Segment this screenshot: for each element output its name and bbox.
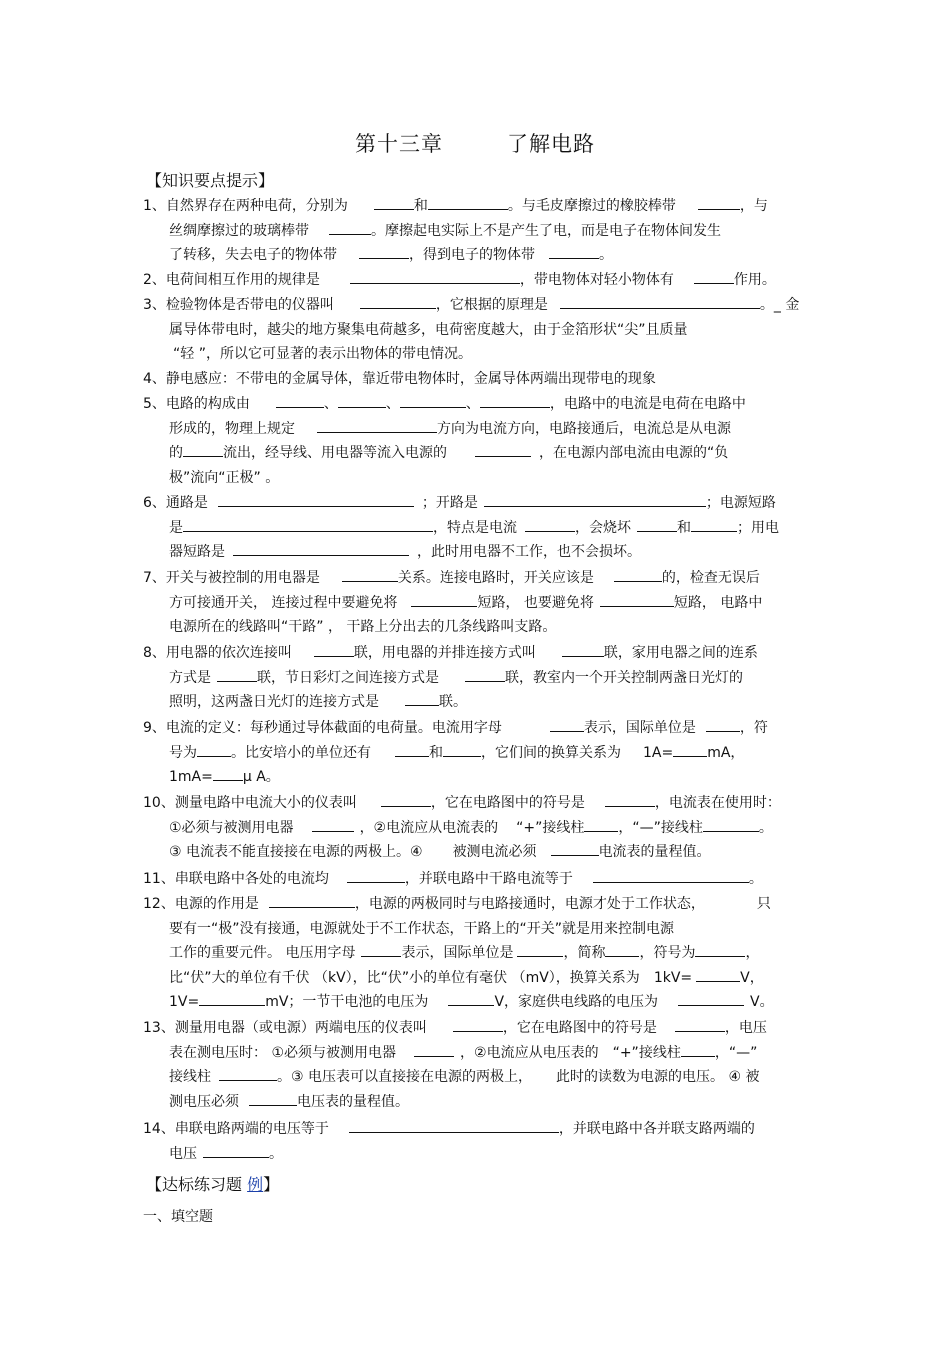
question-line [143,741,811,766]
question-11 [143,867,811,892]
answer-blank[interactable] [381,791,431,807]
answer-blank[interactable] [347,867,405,883]
question-text: 。 [269,1145,283,1162]
question-text: 13、测量用电器（或电源）两端电压的仪表叫 [143,1020,427,1036]
question-text: 14、串联电路两端的电压等于 [143,1121,329,1137]
answer-blank[interactable] [549,243,599,259]
answer-blank[interactable] [249,1090,297,1106]
answer-blank[interactable] [605,941,639,957]
answer-blank[interactable] [395,741,429,757]
question-text: 、 [385,396,400,412]
question-text: ；用电 [737,519,779,536]
question-text: “+”接线柱 [612,1044,681,1061]
question-line [143,441,811,466]
question-line [143,591,811,616]
question-text: 联，家用电器之间的连系 [603,645,758,661]
question-text: 被测电流必须 [452,844,537,860]
question-text: 9、电流的定义：每秒通过导体截面的电荷量。电流用字母 [143,720,502,736]
question-line [143,566,811,591]
answer-blank[interactable] [614,566,662,582]
question-text: 1、自然界存在两种电荷，分别为 [143,198,348,214]
question-text: ，电路中的电流是电荷在电路中 [549,396,746,412]
question-line [143,268,811,293]
answer-blank[interactable] [338,392,386,408]
question-text: ，它根据的原理是 [435,297,548,313]
question-line [143,765,811,790]
question-line: 电源所在的线路叫“干路” ， 干路上分出去的几条线路叫支路。 [169,619,557,635]
answer-blank[interactable] [484,491,706,507]
question-13 [143,1016,811,1114]
question-text: 联，教室内一个开关控制两盏日光灯的 [505,669,743,686]
question-text: ，此时用电器不工作，也不会损坏。 [417,544,641,560]
knowledge-header: 【知识要点提示】 [146,171,275,190]
question-text: 方向为电流方向，电路接通后，电流总是从电源 [437,420,731,437]
question-text: 是 [169,519,183,536]
answer-blank[interactable] [480,392,550,408]
question-text: 的 [169,445,183,461]
answer-blank[interactable] [675,1016,725,1032]
answer-blank[interactable] [400,392,466,408]
question-line [143,990,811,1015]
answer-blank[interactable] [329,219,371,235]
question-line [143,816,811,841]
question-9 [143,716,811,790]
question-text: 。 [758,819,773,836]
question-text: 1V= [169,994,200,1010]
question-text: ，并联电路中各并联支路两端的 [558,1121,755,1137]
question-text: 电压 [169,1145,197,1162]
answer-blank[interactable] [269,892,355,908]
answer-blank[interactable] [703,816,759,832]
question-line [143,540,811,565]
answer-blank[interactable] [605,791,655,807]
chapter-number: 第十三章 [355,132,443,156]
answer-blank[interactable] [637,516,677,532]
question-text: 、 [465,396,480,412]
question-text: mA， [707,744,745,761]
answer-blank[interactable] [681,1041,715,1057]
question-1 [143,194,811,268]
question-text: 丝绸摩擦过的玻璃棒带 [169,222,309,239]
answer-blank[interactable] [233,540,409,556]
answer-blank[interactable] [360,293,436,309]
answer-blank[interactable] [525,516,575,532]
answer-blank[interactable] [517,941,563,957]
question-12 [143,892,811,1015]
answer-blank[interactable] [562,641,604,657]
question-text: 流出，经导线、用电器等流入电源的 [223,445,447,461]
question-text: V， [740,969,764,986]
question-line [143,417,811,442]
question-5 [143,392,811,490]
answer-blank[interactable] [691,516,737,532]
question-text: 3、检验物体是否带电的仪器叫 [143,297,334,313]
question-text: ①必须与被测用电器 [169,819,294,836]
answer-blank[interactable] [443,741,481,757]
answer-blank[interactable] [475,441,531,457]
question-text: 只 [756,896,771,912]
question-line [143,516,811,541]
question-text: 短路， 也要避免将 [477,594,594,611]
answer-blank[interactable] [405,690,439,706]
question-line [143,243,811,268]
question-text: 联。 [439,694,467,710]
answer-blank[interactable] [673,741,707,757]
answer-blank[interactable] [694,268,734,284]
question-text: 形成的，物理上规定 [169,420,295,437]
question-text: 联，节日彩灯之间连接方式是 [257,669,439,686]
question-line [143,1142,811,1167]
question-line [143,867,811,892]
question-text: V。 [750,994,774,1010]
question-line [143,716,811,741]
question-text: 、 [323,396,338,412]
question-line [143,392,811,417]
question-text: 。比安培小的单位还有 [231,744,371,761]
question-text: 了转移，失去电子的物体带 [169,247,337,263]
question-text: ，电压 [724,1020,767,1036]
answer-blank[interactable] [465,666,505,682]
question-text: ，②电流应从电压表的 [460,1044,599,1061]
question-text: 的，检查无误后 [661,570,760,586]
answer-blank[interactable] [411,591,477,607]
question-line [143,1016,811,1041]
question-line [143,690,811,715]
answer-blank[interactable] [314,641,354,657]
question-text: 10、测量电路中电流大小的仪表叫 [143,795,357,811]
question-line [143,641,811,666]
question-line: 属导体带电时，越尖的地方聚集电荷越多，电荷密度越大，由于金箔形状“尖”且质量 [169,321,688,338]
question-text: 方式是 [169,669,211,686]
chapter-title [0,128,950,158]
question-text: mV；一节干电池的电压为 [265,994,429,1010]
question-text: ，符号为 [639,945,696,961]
question-text: 关系。连接电路时，开关应该是 [397,570,594,586]
question-line: 极”流向“正极” 。 [169,469,280,486]
question-line [143,840,811,865]
question-text: ，“—” [714,1044,758,1061]
question-text: 和 [677,519,691,536]
question-text: 电流表的量程值。 [598,844,711,860]
question-text: 8、用电器的依次连接叫 [143,645,292,661]
answer-blank[interactable] [428,194,508,210]
question-text: 11、串联电路中各处的电流均 [143,871,329,887]
answer-blank[interactable] [706,716,740,732]
question-14 [143,1117,811,1166]
question-text: 表示，国际单位是 [583,720,696,736]
answer-blank[interactable] [550,716,584,732]
answer-blank[interactable] [349,1117,559,1133]
answer-blank[interactable] [197,741,231,757]
answer-blank[interactable] [414,1041,454,1057]
answer-blank[interactable] [698,194,740,210]
question-text: ，会烧坏 [575,519,631,536]
question-text: ，它们间的换算关系为 [481,744,621,761]
answer-blank[interactable] [600,591,674,607]
answer-blank[interactable] [359,243,409,259]
question-text: 2、电荷间相互作用的规律是 [143,272,320,288]
answer-blank[interactable] [183,516,433,532]
question-line [143,293,811,318]
answer-blank[interactable] [218,491,414,507]
question-text: 。_ 金 [759,297,800,313]
example-link[interactable]: 例 [247,1175,264,1194]
question-text: 作用。 [733,272,776,288]
question-line [143,1065,811,1090]
answer-blank[interactable] [448,990,494,1006]
question-text: 和 [413,198,428,214]
question-text: 方可接通开关， 连接过程中要避免将 [169,594,398,611]
question-text: ，②电流应从电流表的 [359,819,499,836]
question-text: 此时的读数为电源的电压。 ④ 被 [556,1069,760,1085]
question-text: 短路， 电路中 [673,594,763,611]
question-text: 。与毛皮摩擦过的橡胶棒带 [507,198,676,214]
question-text: ，电流表在使用时： [654,795,781,811]
answer-blank[interactable] [342,566,398,582]
answer-blank[interactable] [213,765,243,781]
question-line [143,1117,811,1142]
fill-in-section-title: 一、填空题 [143,1209,213,1225]
question-4 [143,367,811,392]
question-text: ，与 [739,198,768,214]
answer-blank[interactable] [350,268,520,284]
question-text: 。摩擦起电实际上不是产生了电，而是电子在物体间发生 [371,222,721,239]
question-text: ③ 电流表不能直接接在电源的两极上。④ [169,844,423,860]
answer-blank[interactable] [203,1142,269,1158]
question-line [143,666,811,691]
question-text: 12、电源的作用是 [143,896,259,912]
question-text: ，电源的两极同时与电路接通时，电源才处于工作状态， [354,896,705,912]
answer-blank[interactable] [593,867,749,883]
question-line [143,892,811,917]
question-6 [143,491,811,565]
question-line: “轻 ”，所以它可显著的表示出物体的带电情况。 [173,346,472,362]
question-text: ，符 [739,720,768,736]
answer-blank[interactable] [361,941,401,957]
question-text: 工作的重要元件。 电压用字母 [169,945,356,961]
answer-blank[interactable] [183,441,223,457]
question-text: 表在测电压时： ①必须与被测用电器 [169,1044,397,1061]
question-text: 比“伏”大的单位有千伏 （kV），比“伏”小的单位有毫伏 （mV），换算关系为 [169,969,640,986]
answer-blank[interactable] [696,966,740,982]
question-text: 7、开关与被控制的用电器是 [143,570,320,586]
question-8 [143,641,811,715]
question-text: V，家庭供电线路的电压为 [494,994,659,1010]
question-text: ，“—”接线柱 [618,819,703,836]
question-text: ，简称 [563,945,606,961]
answer-blank[interactable] [551,840,599,856]
question-text: ，特点是电流 [433,519,517,536]
question-line [143,791,811,816]
question-text: 1A= [643,744,674,761]
answer-blank[interactable] [312,816,354,832]
question-text: ，并联电路中干路电流等于 [404,871,573,887]
question-text: 1mA= [169,769,213,785]
practice-header: 【达标练习题 例】 [146,1175,280,1194]
question-line [143,194,811,219]
question-text: 6、通路是 [143,495,208,511]
question-line [143,1041,811,1066]
answer-blank[interactable] [560,293,760,309]
question-text: ，得到电子的物体带 [409,247,535,263]
question-text: 表示，国际单位是 [401,945,514,961]
answer-blank[interactable] [678,990,744,1006]
question-text: 接线柱 [169,1069,211,1085]
question-text: 。③ 电压表可以直接接在电源的两极上， [277,1069,532,1085]
question-line [143,966,811,991]
question-text: 测电压必须 [169,1093,239,1110]
question-text: 电压表的量程值。 [297,1093,409,1110]
question-line [143,1090,811,1115]
answer-blank[interactable] [584,816,618,832]
question-text: ，它在电路图中的符号是 [502,1020,657,1036]
question-text: 。 [748,871,763,887]
answer-blank[interactable] [219,1065,277,1081]
question-line: 4、静电感应：不带电的金属导体，靠近带电物体时，金属导体两端出现带电的现象 [143,371,656,387]
question-text: 5、电路的构成由 [143,396,250,412]
answer-blank[interactable] [317,417,437,433]
answer-blank[interactable] [453,1016,503,1032]
question-text: 。 [599,247,613,263]
question-2 [143,268,811,293]
question-line: 要有一“极”没有接通，电源就处于不工作状态，干路上的“开关”就是用来控制电源 [169,920,675,937]
question-text: 联，用电器的并排连接方式叫 [353,645,536,661]
question-line [143,219,811,244]
answer-blank[interactable] [374,194,414,210]
question-text: ， [745,945,760,961]
question-text: μ A。 [242,769,280,785]
question-text: 1kV= [653,969,693,986]
answer-blank[interactable] [695,941,745,957]
question-text: 号为 [169,744,197,761]
question-text: ，在电源内部电流由电源的“负 [539,445,729,461]
chapter-name: 了解电路 [507,132,595,156]
question-text: 和 [429,744,443,761]
question-10 [143,791,811,865]
question-line [143,491,811,516]
question-text: “+”接线柱 [516,819,585,836]
question-text: 器短路是 [169,544,225,560]
question-text: ；电源短路 [705,495,776,511]
question-text: ，带电物体对轻小物体有 [519,272,674,288]
question-text: ；开路是 [421,495,478,511]
question-3 [143,293,811,367]
question-7 [143,566,811,640]
answer-blank[interactable] [217,666,257,682]
answer-blank[interactable] [199,990,265,1006]
question-text: 照明，这两盏日光灯的连接方式是 [169,694,379,710]
answer-blank[interactable] [276,392,324,408]
question-text: ，它在电路图中的符号是 [430,795,585,811]
question-line [143,941,811,966]
